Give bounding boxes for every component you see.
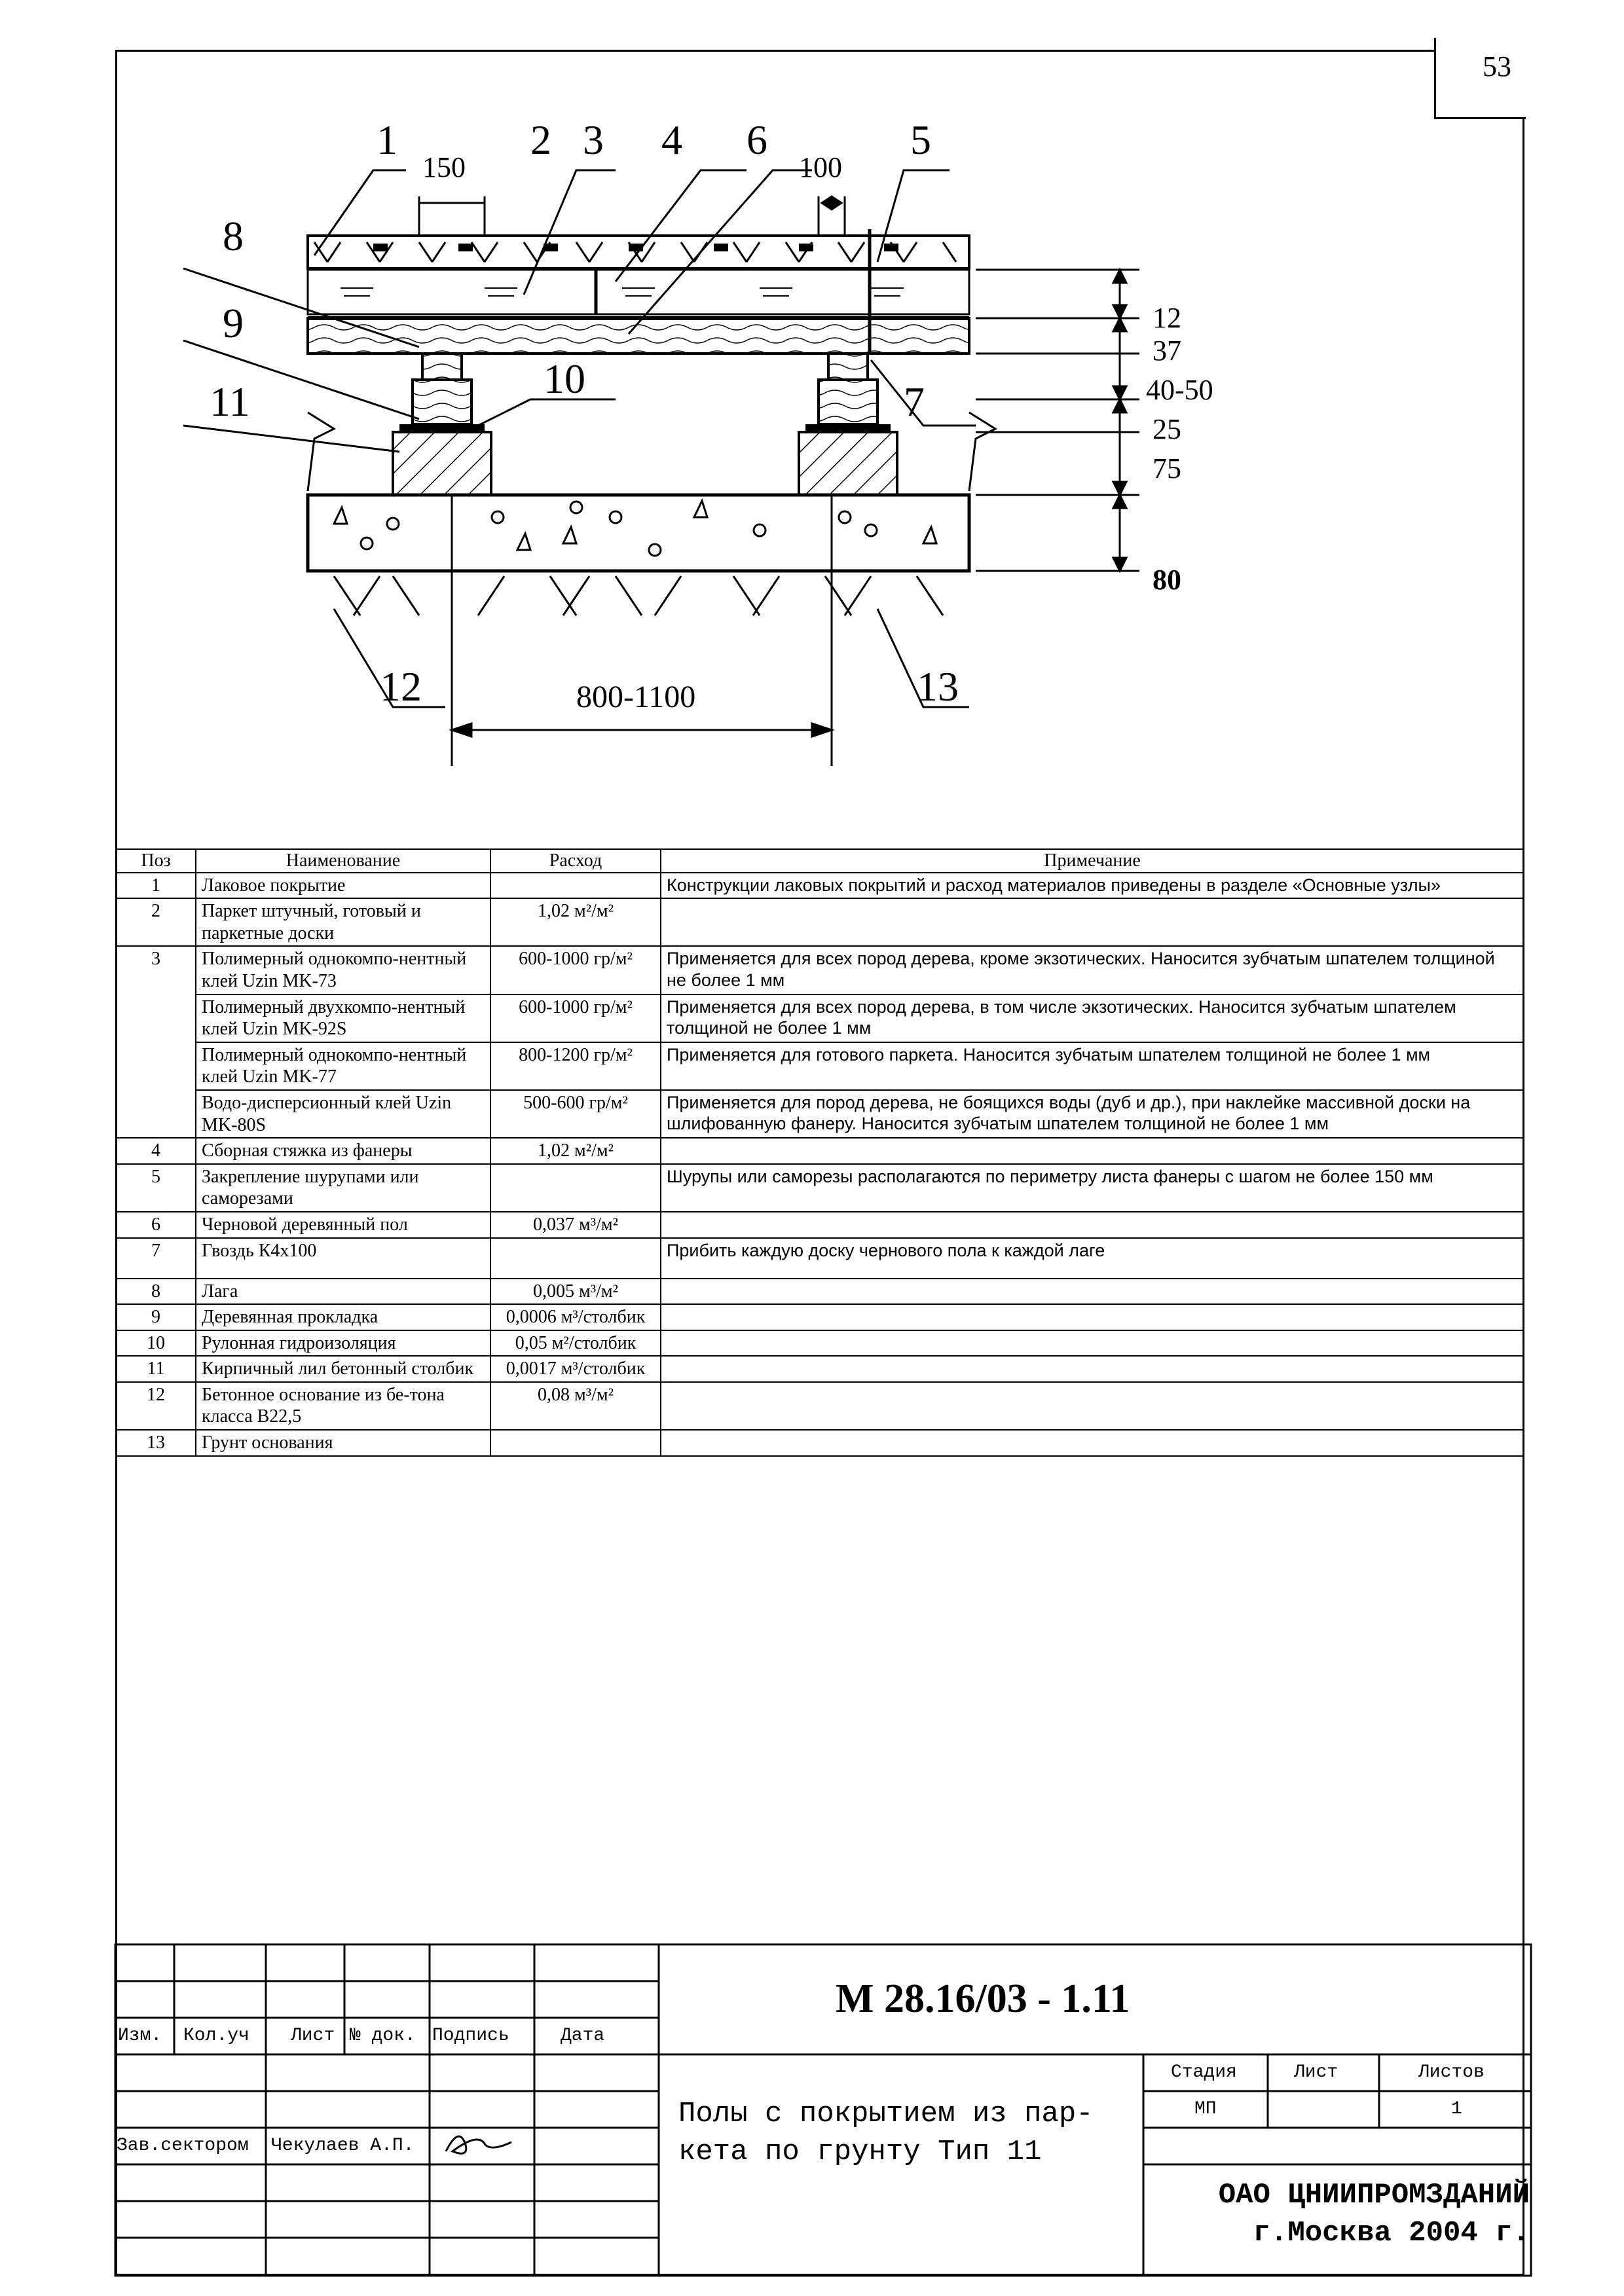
title-block [115,1944,1531,2276]
cell-name: Водо-дисперсионный клей Uzin MK-80S [196,1090,490,1138]
specification-table [115,848,1524,1457]
callout-6: 6 [747,117,767,163]
cell-name: Кирпичный лил бетонный столбик [196,1356,490,1382]
cell-rate: 500-600 гр/м² [490,1090,661,1138]
dim-100: 100 [799,151,842,183]
table-row [116,1330,1524,1357]
cell-note: Применяется для всех пород дерева, кроме экзотических. Наносится зубчатым шпателем толщиной не более 1 мм [661,946,1524,994]
table-row [116,1212,1524,1238]
col-kol: Кол.уч [183,2026,249,2046]
callout-3: 3 [583,117,604,163]
header-note: Примечание [661,849,1524,873]
cell-pos: 12 [116,1382,196,1430]
cell-rate [490,1430,661,1456]
callout-9: 9 [223,300,244,346]
cell-name: Черновой деревянный пол [196,1212,490,1238]
cell-pos: 11 [116,1356,196,1382]
cell-note [661,1138,1524,1164]
cell-pos: 5 [116,1164,196,1212]
cell-rate: 600-1000 гр/м² [490,946,661,994]
document-code: М 28.16/03 - 1.11 [836,1977,1130,2021]
col-date: Дата [561,2026,605,2046]
dim-37: 37 [1153,335,1181,367]
col-list: Лист [291,2026,335,2046]
callout-1: 1 [377,117,397,163]
dim-75: 75 [1153,452,1181,484]
cell-note: Шурупы или саморезы располагаются по периметру листа фанеры с шагом не более 150 мм [661,1164,1524,1212]
ground-hatch [334,576,943,615]
cell-rate: 0,05 м²/столбик [490,1330,661,1357]
cell-name: Рулонная гидроизоляция [196,1330,490,1357]
cell-note: Применяется для готового паркета. Наносится зубчатым шпателем толщиной не более 1 мм [661,1042,1524,1090]
role-label: Зав.сектором [117,2136,249,2156]
cell-rate: 800-1200 гр/м² [490,1042,661,1090]
callout-8: 8 [223,213,244,259]
stage-label: Стадия [1171,2062,1237,2083]
cell-rate: 1,02 м²/м² [490,1138,661,1164]
callout-13: 13 [917,663,959,710]
cell-pos: 2 [116,898,196,946]
sheets-value: 1 [1451,2099,1462,2119]
cell-pos: 6 [116,1212,196,1238]
table-header-row [116,849,1524,873]
table-row [116,898,1524,946]
cell-name: Закрепление шурупами или саморезами [196,1164,490,1212]
organization: ОАО ЦНИИПРОМЗДАНИЙ г.Москва 2004 г. [1218,2179,1530,2250]
col-izm: Изм. [118,2026,162,2046]
cell-rate: 0,037 м³/м² [490,1212,661,1238]
table-row [116,873,1524,899]
callout-2: 2 [530,117,551,163]
cell-note [661,1356,1524,1382]
cell-name: Гвоздь К4х100 [196,1238,490,1279]
table-row [116,946,1524,994]
cell-name: Лаковое покрытие [196,873,490,899]
dim-40-50: 40-50 [1146,374,1213,406]
cell-note [661,1279,1524,1305]
header-pos: Поз [116,849,196,873]
cell-pos: 1 [116,873,196,899]
cell-name: Бетонное основание из бе-тона класса В22,5 [196,1382,490,1430]
col-sign: Подпись [432,2026,509,2046]
support-post-left [393,354,491,495]
table-row [116,1238,1524,1279]
cell-name: Сборная стяжка из фанеры [196,1138,490,1164]
cell-rate: 1,02 м²/м² [490,898,661,946]
cell-pos: 3 [116,946,196,1138]
concrete-base [308,495,969,571]
callout-10: 10 [544,355,585,402]
cell-note [661,1212,1524,1238]
table-row [116,1356,1524,1382]
cell-note [661,898,1524,946]
sheet-label: Лист [1294,2062,1338,2083]
cell-name: Деревянная прокладка [196,1304,490,1330]
cell-note [661,1304,1524,1330]
table-row [116,1430,1524,1456]
signature [446,2136,511,2153]
cell-name: Паркет штучный, готовый и паркетные доски [196,898,490,946]
sheets-label: Листов [1418,2062,1485,2083]
cell-name: Грунт основания [196,1430,490,1456]
floor-section-drawing [118,98,1213,773]
page-number: 53 [1483,50,1511,82]
cell-note: Конструкции лаковых покрытий и расход материалов приведены в разделе «Основные узлы» [661,873,1524,899]
person-name: Чекулаев А.П. [271,2136,415,2156]
callout-7: 7 [904,378,925,425]
cell-rate: 0,005 м³/м² [490,1279,661,1305]
header-name: Наименование [196,849,490,873]
cell-name: Полимерный однокомпо-нентный клей Uzin MK-73 [196,946,490,994]
cell-rate: 0,08 м³/м² [490,1382,661,1430]
dim-800-1100: 800-1100 [576,680,696,714]
dim-12: 12 [1153,302,1181,334]
cell-rate: 600-1000 гр/м² [490,994,661,1042]
callout-4: 4 [661,117,682,163]
table-row [116,1164,1524,1212]
stage-value: МП [1194,2099,1217,2119]
page-number-box [1434,38,1526,119]
table-row [116,1304,1524,1330]
callout-5: 5 [910,117,931,163]
dim-25: 25 [1153,413,1181,445]
dim-80: 80 [1153,564,1181,596]
cell-pos: 4 [116,1138,196,1164]
cell-note: Применяется для пород дерева, не боящихся воды (дуб и др.), при наклейке массивной доски на шлифованную фанеру. Наносится зубчатым шпателем толщиной не более 1 мм [661,1090,1524,1138]
cell-note [661,1382,1524,1430]
table-row [116,1382,1524,1430]
col-doc: № док. [350,2026,416,2046]
cell-rate [490,1164,661,1212]
cell-pos: 7 [116,1238,196,1279]
cell-rate: 0,0017 м³/столбик [490,1356,661,1382]
table-row [116,1042,1524,1090]
header-rate: Расход [490,849,661,873]
cell-rate: 0,0006 м³/столбик [490,1304,661,1330]
callout-11: 11 [210,378,250,425]
cell-note [661,1330,1524,1357]
cell-name: Полимерный двухкомпо-нентный клей Uzin MK-92S [196,994,490,1042]
cell-pos: 9 [116,1304,196,1330]
cell-pos: 10 [116,1330,196,1357]
cell-rate [490,1238,661,1279]
table-row [116,994,1524,1042]
cell-note: Применяется для всех пород дерева, в том числе экзотических. Наносится зубчатым шпателем толщиной не более 1 мм [661,994,1524,1042]
cell-note: Прибить каждую доску чернового пола к каждой лаге [661,1238,1524,1279]
cell-pos: 13 [116,1430,196,1456]
cell-pos: 8 [116,1279,196,1305]
cell-note [661,1430,1524,1456]
dim-150: 150 [422,151,466,183]
table-row [116,1090,1524,1138]
document-title: Полы с покрытием из пар- кета по грунту Тип 11 [678,2098,1094,2168]
cell-name: Полимерный однокомпо-нентный клей Uzin MK-77 [196,1042,490,1090]
table-row [116,1138,1524,1164]
cell-rate [490,873,661,899]
callout-12: 12 [380,663,422,710]
table-row [116,1279,1524,1305]
cell-name: Лага [196,1279,490,1305]
